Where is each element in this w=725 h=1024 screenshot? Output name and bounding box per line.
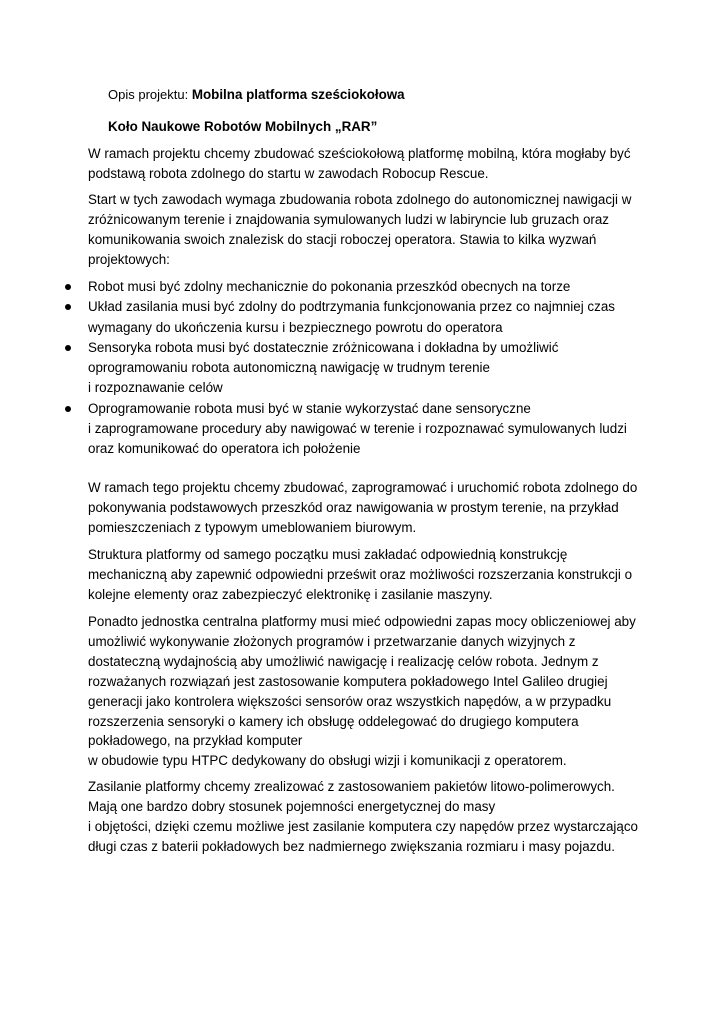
text-line: W ramach projektu chcemy zbudować sześciokołową platformę mobilną, która mogłaby być	[88, 146, 631, 161]
text-line: rozważanych rozwiązań jest zastosowanie komputera pokładowego Intel Galileo drugiej	[88, 673, 608, 689]
text-line: zróżnicowanym terenie i znajdowania symulowanych ludzi w labiryncie lub gruzach oraz	[88, 211, 609, 227]
text-line: dostateczną wydajnością aby umożliwić nawigację i realizację celów robota. Jednym z	[88, 653, 599, 669]
text-line: Mają one bardzo dobry stosunek pojemności energetycznej do masy	[88, 798, 496, 814]
text-line: kolejne elementy oraz zabezpieczyć elektronikę i zasilanie maszyny.	[88, 586, 493, 602]
challenge-item	[62, 277, 662, 297]
text-line: Sensoryka robota musi być dostatecznie zróżnicowana i dokładna by umożliwić	[88, 339, 559, 355]
paragraph-scope	[88, 478, 648, 538]
text-line: umożliwić wykonywanie złożonych programów i przetwarzanie danych wizyjnych z	[88, 633, 576, 649]
text-line: Zasilanie platformy chcemy zrealizować z zastosowaniem pakietów litowo-polimerowych.	[88, 779, 615, 794]
text-line: i objętości, dzięki czemu możliwe jest zasilanie komputera czy napędów przez wystarczająco	[88, 818, 638, 834]
text-line: rozszerzenia sensoryki o kamery ich obsługę oddelegować do drugiego komputera	[88, 713, 579, 729]
text-line: Ponadto jednostka centralna platformy musi mieć odpowiedni zapas mocy obliczeniowej aby	[88, 614, 636, 629]
text-line: Struktura platformy od samego początku musi zakładać odpowiednią konstrukcję	[88, 547, 568, 562]
project-title: Mobilna platforma sześciokołowa	[191, 87, 405, 102]
text-line: Start w tych zawodach wymaga zbudowania robota zdolnego do autonomicznej nawigacji w	[88, 192, 632, 207]
text-line: wymagany do ukończenia kursu i bezpiecznego powrotu do operatora	[88, 319, 503, 335]
text-line: i zaprogramowane procedury aby nawigować w terenie i rozpoznawać symulowanych ludzi	[88, 421, 627, 437]
text-line: Układ zasilania musi być zdolny do podtrzymania funkcjonowania przez co najmniej czas	[88, 299, 615, 315]
paragraph-intro	[88, 144, 648, 184]
text-line: długi czas z baterii pokładowych bez nadmiernego zwiększania rozmiaru i masy pojazdu.	[88, 838, 615, 854]
challenge-item	[62, 338, 662, 399]
paragraph-power	[88, 777, 648, 857]
text-line: Oprogramowanie robota musi być w stanie wykorzystać dane sensoryczne	[88, 400, 531, 416]
challenges-list	[62, 277, 662, 460]
paragraph-structure	[88, 545, 648, 605]
club-name: Koło Naukowe Robotów Mobilnych „RAR”	[108, 119, 378, 134]
text-line: i rozpoznawanie celów	[88, 380, 223, 396]
text-line: pokładowego, na przykład komputer	[88, 733, 303, 749]
text-line: komunikowania swoich znalezisk do stacji roboczej operatora. Stawia to kilka wyzwań	[88, 231, 597, 247]
text-line: podstawą robota zdolnego do startu w zawodach Robocup Rescue.	[88, 165, 489, 181]
paragraph-competition	[88, 190, 648, 270]
text-line: w obudowie typu HTPC dedykowany do obsługi wizji i komunikacji z operatorem.	[88, 753, 567, 769]
text-line: pokonywania podstawowych przeszkód oraz nawigowania w prostym terenie, na przykład	[88, 499, 619, 515]
project-description-line	[108, 86, 405, 104]
text-line: Robot musi być zdolny mechanicznie do pokonania przeszkód obecnych na torze	[88, 279, 571, 294]
text-line: oprogramowaniu robota autonomiczną nawigację w trudnym terenie	[88, 360, 490, 376]
text-line: W ramach tego projektu chcemy zbudować, zaprogramować i uruchomić robota zdolnego do	[88, 480, 638, 495]
challenge-item	[62, 297, 662, 338]
text-line: projektowych:	[88, 251, 170, 267]
project-description-label: Opis projektu:	[108, 87, 189, 102]
text-line: mechaniczną aby zapewnić odpowiedni prześwit oraz możliwości rozszerzania konstrukcji o	[88, 566, 633, 582]
text-line: pomieszczeniach z typowym umeblowaniem biurowym.	[88, 519, 417, 535]
challenge-item	[62, 399, 662, 460]
paragraph-computing	[88, 612, 648, 771]
text-line: generacji jako kontrolera większości sensorów oraz wszystkich napędów, a w przypadku	[88, 693, 612, 709]
text-line: oraz komunikować do operatora ich położenie	[88, 441, 361, 457]
